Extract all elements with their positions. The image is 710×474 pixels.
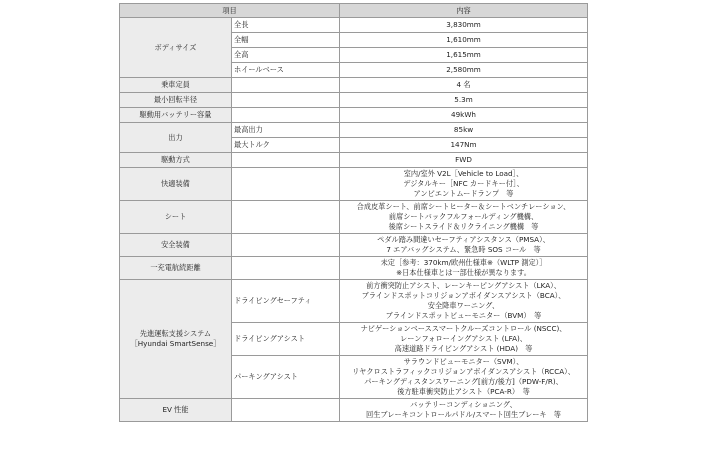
value-line: 7 エアバッグシステム、緊急時 SOS コール 等 <box>386 245 541 254</box>
table-row <box>120 18 588 33</box>
value-line: 後席シートスライド＆リクライニング機構 等 <box>388 222 539 231</box>
subitem-max-power: 最高出力 <box>232 123 340 138</box>
category-comfort: 快適装備 <box>120 168 232 201</box>
header-item: 項目 <box>120 4 340 18</box>
table-row <box>120 280 588 323</box>
value-range <box>340 257 588 280</box>
table-row <box>120 123 588 138</box>
table-row <box>120 399 588 422</box>
value-line: ブラインドスポットビューモニター（BVM） 等 <box>385 311 542 320</box>
category-output: 出力 <box>120 123 232 153</box>
subitem-driving-assist: ドライビングアシスト <box>232 323 340 356</box>
value-driving-safety <box>340 280 588 323</box>
value-line: リヤクロストラフィックコリジョンアボイダンスアシスト（RCCA）、 <box>352 367 575 376</box>
blank-cell <box>232 93 340 108</box>
value-line: 未定［参考：370km/欧州仕様車※（WLTP 測定）］ <box>380 258 547 267</box>
value-drive: FWD <box>340 153 588 168</box>
table-row <box>120 93 588 108</box>
value-max-power: 85kw <box>340 123 588 138</box>
header-content: 内容 <box>340 4 588 18</box>
blank-cell <box>232 168 340 201</box>
table-row <box>120 201 588 234</box>
value-line: パーキングディスタンスワーニング[前方/後方]（PDW-F/R)、 <box>364 377 563 386</box>
category-safety: 安全装備 <box>120 234 232 257</box>
category-battery: 駆動用バッテリー容量 <box>120 108 232 123</box>
value-line: レーンフォローイングアシスト (LFA)、 <box>400 334 527 343</box>
category-ev: EV 性能 <box>120 399 232 422</box>
blank-cell <box>232 257 340 280</box>
value-seat <box>340 201 588 234</box>
value-capacity: 4 名 <box>340 78 588 93</box>
value-line: ※日本仕様車とは一部仕様が異なります。 <box>396 268 531 277</box>
blank-cell <box>232 153 340 168</box>
value-driving-assist <box>340 323 588 356</box>
subitem-length: 全長 <box>232 18 340 33</box>
value-height: 1,615mm <box>340 48 588 63</box>
value-battery: 49kWh <box>340 108 588 123</box>
value-wheelbase: 2,580mm <box>340 63 588 78</box>
category-seat: シート <box>120 201 232 234</box>
value-turning-radius: 5.3m <box>340 93 588 108</box>
value-length: 3,830mm <box>340 18 588 33</box>
value-line: ナビゲーションベーススマートクルーズコントロール (NSCC)、 <box>360 324 567 333</box>
subitem-wheelbase: ホイールベース <box>232 63 340 78</box>
subitem-driving-safety: ドライビングセーフティ <box>232 280 340 323</box>
blank-cell <box>232 399 340 422</box>
value-line: 回生ブレーキコントロールパドル/スマート回生ブレーキ 等 <box>366 410 561 419</box>
value-max-torque: 147Nm <box>340 138 588 153</box>
value-line: 高速道路ドライビングアシスト (HDA) 等 <box>394 344 533 353</box>
blank-cell <box>232 78 340 93</box>
table-row <box>120 168 588 201</box>
category-capacity: 乗車定員 <box>120 78 232 93</box>
value-line: アンビエントムードランプ 等 <box>413 189 514 198</box>
table-row <box>120 234 588 257</box>
value-line: 室内/室外 V2L［Vehicle to Load］、 <box>403 169 524 178</box>
value-line: ブラインドスポットコリジョンアボイダンスアシスト（BCA）、 <box>361 291 566 300</box>
category-body-size: ボディサイズ <box>120 18 232 78</box>
value-line: 後方駐車衝突防止アシスト（PCA-R） 等 <box>397 387 530 396</box>
value-parking-assist <box>340 356 588 399</box>
category-turning-radius: 最小回転半径 <box>120 93 232 108</box>
table-row <box>120 257 588 280</box>
category-range: 一充電航続距離 <box>120 257 232 280</box>
value-line: デジタルキー［NFC カードキー付］、 <box>403 179 524 188</box>
table-row <box>120 153 588 168</box>
value-line: ペダル踏み間違いセーフティアシスタンス（PMSA）、 <box>377 235 550 244</box>
category-adas <box>120 280 232 399</box>
subitem-height: 全高 <box>232 48 340 63</box>
table-row <box>120 108 588 123</box>
subitem-parking-assist: パーキングアシスト <box>232 356 340 399</box>
blank-cell <box>232 234 340 257</box>
blank-cell <box>232 201 340 234</box>
value-line: 前方衝突防止アシスト、レーンキーピングアシスト（LKA）、 <box>366 281 561 290</box>
adas-label-line1: 先進運転支援システム <box>139 329 212 338</box>
value-line: 合成皮革シート、前席シートヒーター＆シートベンチレーション、 <box>356 202 571 211</box>
blank-cell <box>232 108 340 123</box>
value-line: バッテリーコンディショニング、 <box>410 400 517 409</box>
value-line: 前席シートバックフルフォールディング機構、 <box>388 212 539 221</box>
spec-table <box>119 3 588 422</box>
value-ev <box>340 399 588 422</box>
adas-label-line2: ［Hyundai SmartSense］ <box>130 339 221 348</box>
subitem-max-torque: 最大トルク <box>232 138 340 153</box>
value-comfort <box>340 168 588 201</box>
subitem-width: 全幅 <box>232 33 340 48</box>
header-row <box>120 4 588 18</box>
table-row <box>120 78 588 93</box>
value-line: サラウンドビューモニター（SVM）、 <box>403 357 524 366</box>
category-drive: 駆動方式 <box>120 153 232 168</box>
value-line: 安全降車ワーニング、 <box>427 301 500 310</box>
value-width: 1,610mm <box>340 33 588 48</box>
value-safety <box>340 234 588 257</box>
